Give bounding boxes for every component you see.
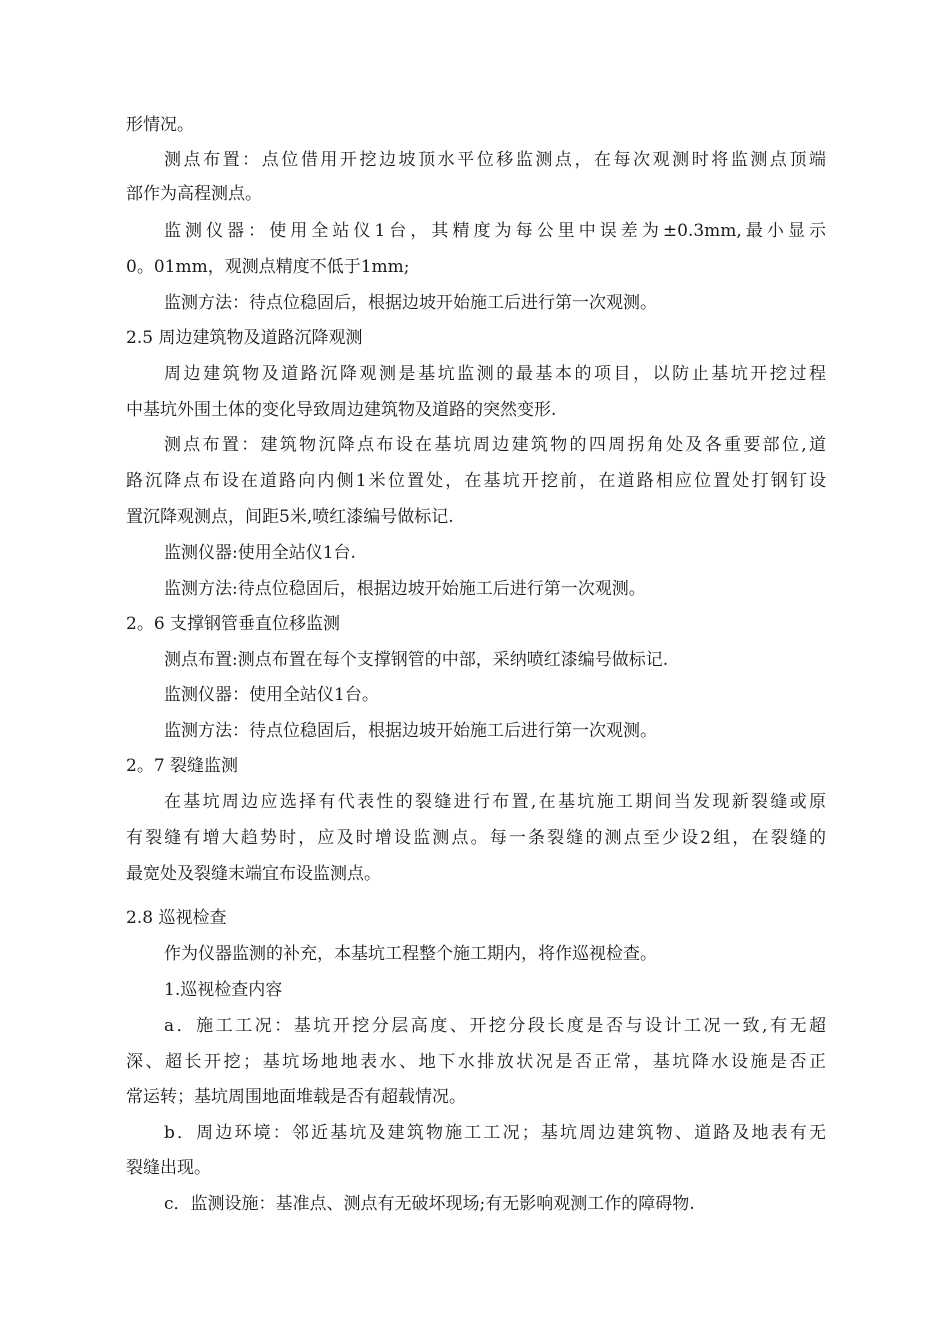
text-span: 监测方法:待点位稳固后，根据边坡开始施工后进行第一次观测。	[164, 579, 646, 599]
text-span: 置沉降观测点，间距5米,喷红漆编号做标记.	[126, 507, 454, 527]
text-line	[0, 219, 950, 243]
text-span: 2.8 巡视检查	[126, 908, 227, 928]
text-span: 形情况。	[126, 115, 194, 135]
text-span: c．监测设施：基准点、测点有无破坏现场;有无影响观测工作的障碍物.	[164, 1194, 695, 1214]
text-span: 中基坑外围土体的变化导致周边建筑物及道路的突然变形.	[126, 400, 557, 420]
section-heading	[0, 906, 950, 930]
text-span: 在基坑周边应选择有代表性的裂缝进行布置,在基坑施工期间当发现新裂缝或原	[164, 792, 826, 812]
text-line	[0, 113, 950, 137]
text-line	[0, 255, 950, 279]
text-line	[0, 1050, 950, 1074]
text-line	[0, 577, 950, 601]
text-span: 常运转；基坑周围地面堆载是否有超载情况。	[126, 1087, 466, 1107]
text-span: 2。6 支撑钢管垂直位移监测	[126, 614, 341, 634]
text-line	[0, 505, 950, 529]
text-line	[0, 826, 950, 850]
text-span: 有裂缝有增大趋势时，应及时增设监测点。每一条裂缝的测点至少设2组，在裂缝的	[126, 828, 826, 848]
text-span: a．施工工况：基坑开挖分层高度、开挖分段长度是否与设计工况一致,有无超	[164, 1016, 826, 1036]
text-span: 深、超长开挖；基坑场地地表水、地下水排放状况是否正常，基坑降水设施是否正	[126, 1052, 826, 1072]
text-span: 裂缝出现。	[126, 1158, 211, 1178]
text-span: 监测方法：待点位稳固后，根据边坡开始施工后进行第一次观测。	[164, 721, 657, 741]
text-span: 2.5 周边建筑物及道路沉降观测	[126, 328, 363, 348]
text-span: 监测仪器：使用全站仪1台。	[164, 685, 379, 705]
text-span: 测点布置：建筑物沉降点布设在基坑周边建筑物的四周拐角处及各重要部位,道	[164, 435, 826, 455]
text-span: 1.巡视检查内容	[164, 980, 283, 1000]
text-span: 2。7 裂缝监测	[126, 756, 239, 776]
text-line	[0, 1121, 950, 1145]
text-line	[0, 291, 950, 315]
text-line	[0, 1014, 950, 1038]
text-line	[0, 862, 950, 886]
text-line	[0, 1085, 950, 1109]
text-line	[0, 433, 950, 457]
text-line	[0, 790, 950, 814]
text-span: 周边建筑物及道路沉降观测是基坑监测的最基本的项目，以防止基坑开挖过程	[164, 364, 826, 384]
text-span: b．周边环境：邻近基坑及建筑物施工工况；基坑周边建筑物、道路及地表有无	[164, 1123, 826, 1143]
text-line	[0, 1192, 950, 1216]
text-span: 监测方法：待点位稳固后，根据边坡开始施工后进行第一次观测。	[164, 293, 657, 313]
text-span: 测点布置:测点布置在每个支撑钢管的中部，采纳喷红漆编号做标记.	[164, 650, 669, 670]
text-line	[0, 1156, 950, 1180]
text-span: 测点布置：点位借用开挖边坡顶水平位移监测点，在每次观测时将监测点顶端	[164, 150, 826, 170]
text-line	[0, 719, 950, 743]
text-line	[0, 148, 950, 172]
text-span: 0。01mm，观测点精度不低于1mm;	[126, 257, 410, 277]
text-line	[0, 648, 950, 672]
text-span: 监测仪器:使用全站仪1台.	[164, 543, 356, 563]
text-span: 路沉降点布设在道路向内侧1米位置处，在基坑开挖前，在道路相应位置处打钢钉设	[126, 471, 826, 491]
text-span: 部作为高程测点。	[126, 184, 262, 204]
text-line	[0, 683, 950, 707]
text-line	[0, 182, 950, 206]
text-span: 最宽处及裂缝末端宜布设监测点。	[126, 864, 381, 884]
text-span: 作为仪器监测的补充，本基坑工程整个施工期内，将作巡视检查。	[164, 944, 657, 964]
text-line	[0, 978, 950, 1002]
section-heading	[0, 326, 950, 350]
text-line	[0, 362, 950, 386]
section-heading	[0, 612, 950, 636]
text-line	[0, 541, 950, 565]
text-line	[0, 469, 950, 493]
text-line	[0, 942, 950, 966]
text-span: 监测仪器：使用全站仪1台，其精度为每公里中误差为±0.3mm,最小显示	[164, 221, 826, 241]
text-line	[0, 398, 950, 422]
section-heading	[0, 754, 950, 778]
